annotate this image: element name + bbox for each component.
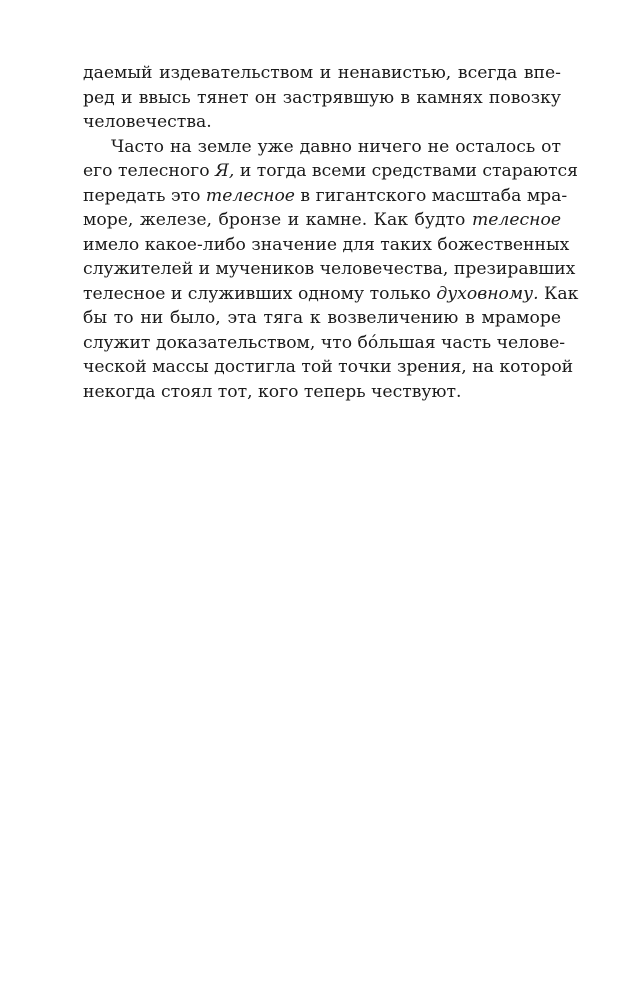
text-run: бы то ни было, эта тяга к возвеличению в мраморе: [83, 308, 561, 328]
text-line: [83, 184, 568, 209]
text-run: ческой массы достигла той точки зрения, на которой: [83, 357, 574, 377]
text-line: [83, 159, 578, 184]
body-text: [83, 61, 579, 404]
text-run: Как: [538, 283, 579, 304]
text-run: имело какое-либо значение для таких божественных: [83, 234, 570, 255]
text-run: человечества.: [83, 112, 212, 132]
italic-text: Я,: [215, 161, 235, 181]
text-run: некогда стоял тот, кого теперь чествуют.: [83, 381, 462, 402]
text-line: [83, 355, 574, 380]
text-line: [83, 331, 566, 356]
text-run: даемый издевательством и ненавистью, всегда впе-: [83, 63, 561, 83]
text-line: [83, 380, 561, 405]
text-line: [83, 233, 570, 258]
italic-text: телесное: [205, 185, 295, 206]
text-line: [83, 257, 576, 282]
text-run: передать это: [83, 185, 206, 206]
text-line: [83, 282, 579, 307]
text-line: [83, 86, 561, 111]
text-line: [83, 110, 561, 135]
text-run: служит доказательством, что бóльшая часть челове-: [83, 332, 566, 353]
text-line: [83, 135, 561, 160]
text-run: Часто на земле уже давно ничего не осталось от: [111, 136, 561, 157]
italic-text: духовному.: [436, 283, 539, 304]
text-run: ред и ввысь тянет он застрявшую в камнях повозку: [83, 87, 561, 108]
paragraph: [83, 135, 579, 405]
paragraph: [83, 61, 561, 135]
text-run: и тогда всеми средствами стараются: [234, 161, 578, 181]
text-run: служителей и мучеников человечества, презиравших: [83, 259, 576, 279]
text-run: в гигантского масштаба мра-: [294, 185, 568, 206]
text-line: [83, 61, 561, 86]
text-run: телесное и служивших одному только: [83, 283, 437, 304]
italic-text: телесное: [471, 210, 561, 230]
text-run: море, железе, бронзе и камне. Как будто: [83, 210, 472, 230]
text-line: [83, 208, 561, 233]
text-line: [83, 306, 561, 331]
text-run: его телесного: [83, 161, 216, 181]
